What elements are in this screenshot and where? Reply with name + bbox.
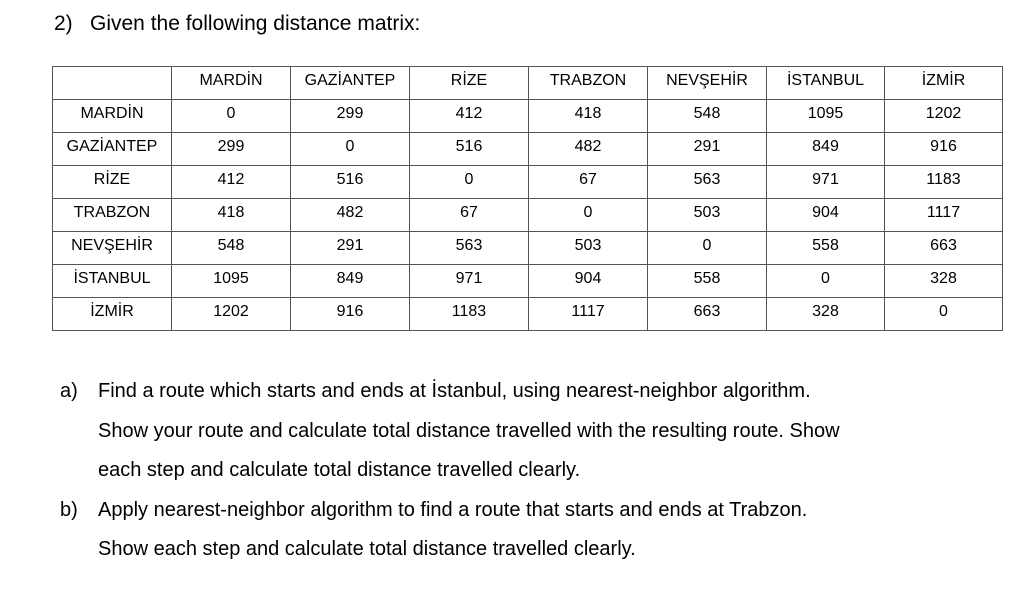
distance-cell: 558 [767, 232, 885, 265]
distance-cell: 328 [885, 265, 1003, 298]
distance-cell: 563 [648, 166, 767, 199]
distance-cell: 328 [767, 298, 885, 331]
row-header: RİZE [53, 166, 172, 199]
distance-cell: 291 [648, 133, 767, 166]
column-header: İZMİR [885, 67, 1003, 100]
distance-cell: 299 [291, 100, 410, 133]
distance-cell: 849 [767, 133, 885, 166]
table-row [53, 133, 1003, 166]
table-row [53, 199, 1003, 232]
distance-cell: 971 [410, 265, 529, 298]
question-b-line-2: Show each step and calculate total distance travelled clearly. [98, 538, 636, 560]
question-a-line-3: each step and calculate total distance travelled clearly. [98, 459, 581, 481]
table-row [53, 100, 1003, 133]
question-heading [54, 12, 420, 36]
row-header: NEVŞEHİR [53, 232, 172, 265]
distance-cell: 904 [529, 265, 648, 298]
distance-cell: 67 [410, 199, 529, 232]
question-number: 2) [54, 12, 73, 35]
distance-cell: 563 [410, 232, 529, 265]
question-b-line-1: Apply nearest-neighbor algorithm to find a route that starts and ends at Trabzon. [98, 498, 808, 521]
question-a-marker: a) [60, 380, 78, 402]
question-a [60, 372, 960, 491]
question-title: Given the following distance matrix: [90, 12, 421, 35]
row-header: TRABZON [53, 199, 172, 232]
row-header: İZMİR [53, 298, 172, 331]
question-a-line-1: Find a route which starts and ends at İstanbul, using nearest-neighbor algorithm. [98, 380, 811, 402]
distance-cell: 849 [291, 265, 410, 298]
distance-cell: 1202 [172, 298, 291, 331]
distance-cell: 1202 [885, 100, 1003, 133]
distance-cell: 516 [291, 166, 410, 199]
distance-cell: 412 [172, 166, 291, 199]
distance-cell: 548 [648, 100, 767, 133]
distance-cell: 0 [172, 100, 291, 133]
distance-cell: 0 [529, 199, 648, 232]
distance-cell: 663 [885, 232, 1003, 265]
table-row [53, 166, 1003, 199]
distance-cell: 516 [410, 133, 529, 166]
column-header: TRABZON [529, 67, 648, 100]
distance-cell: 0 [410, 166, 529, 199]
column-header: İSTANBUL [767, 67, 885, 100]
matrix-corner-cell [53, 67, 172, 100]
distance-cell: 482 [529, 133, 648, 166]
distance-cell: 548 [172, 232, 291, 265]
table-row [53, 232, 1003, 265]
distance-cell: 291 [291, 232, 410, 265]
distance-matrix-table [52, 66, 1003, 331]
distance-cell: 503 [648, 199, 767, 232]
distance-cell: 558 [648, 265, 767, 298]
distance-cell: 971 [767, 166, 885, 199]
matrix-header-row [53, 67, 1003, 100]
column-header: NEVŞEHİR [648, 67, 767, 100]
distance-cell: 0 [648, 232, 767, 265]
question-b [60, 491, 960, 570]
column-header: MARDİN [172, 67, 291, 100]
table-row [53, 298, 1003, 331]
distance-cell: 0 [291, 133, 410, 166]
distance-cell: 1095 [172, 265, 291, 298]
distance-cell: 299 [172, 133, 291, 166]
distance-cell: 482 [291, 199, 410, 232]
distance-cell: 663 [648, 298, 767, 331]
row-header: İSTANBUL [53, 265, 172, 298]
distance-cell: 1183 [885, 166, 1003, 199]
column-header: RİZE [410, 67, 529, 100]
distance-cell: 418 [172, 199, 291, 232]
question-list [60, 372, 960, 570]
distance-cell: 0 [885, 298, 1003, 331]
distance-cell: 0 [767, 265, 885, 298]
distance-cell: 1183 [410, 298, 529, 331]
distance-cell: 904 [767, 199, 885, 232]
row-header: MARDİN [53, 100, 172, 133]
column-header: GAZİANTEP [291, 67, 410, 100]
distance-cell: 503 [529, 232, 648, 265]
distance-cell: 67 [529, 166, 648, 199]
distance-cell: 1095 [767, 100, 885, 133]
question-b-marker: b) [60, 498, 78, 521]
question-a-line-2: Show your route and calculate total distance travelled with the resulting route. Show [98, 419, 840, 442]
distance-cell: 418 [529, 100, 648, 133]
distance-cell: 1117 [885, 199, 1003, 232]
distance-cell: 1117 [529, 298, 648, 331]
table-row [53, 265, 1003, 298]
row-header: GAZİANTEP [53, 133, 172, 166]
distance-cell: 916 [885, 133, 1003, 166]
distance-cell: 412 [410, 100, 529, 133]
distance-cell: 916 [291, 298, 410, 331]
